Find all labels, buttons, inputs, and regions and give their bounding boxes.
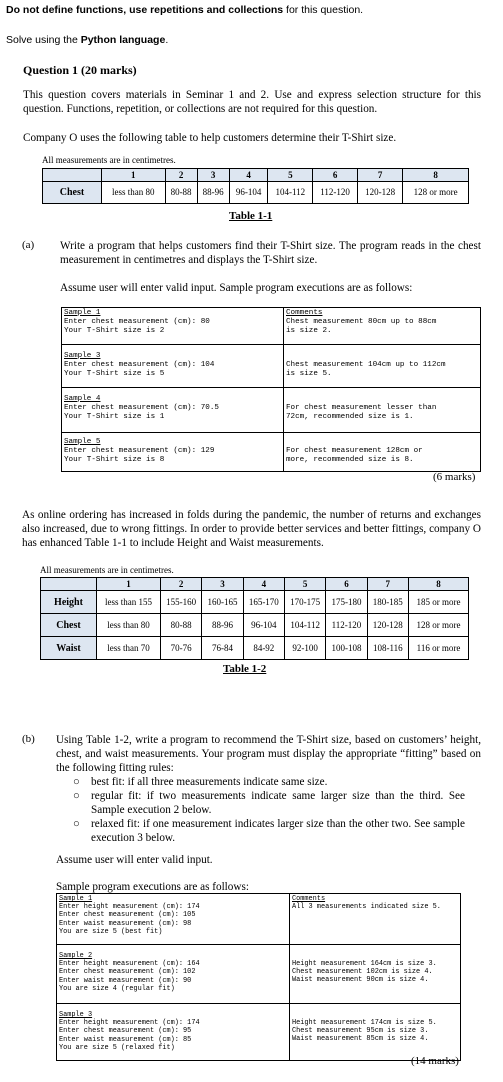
sample-line: You are size 5 (relaxed fit) xyxy=(59,1043,175,1052)
sample-line: You are size 4 (regular fit) xyxy=(59,984,175,993)
rule-text: best fit: if all three measurements indicate same size. xyxy=(91,776,328,788)
table2-cell: less than 70 xyxy=(97,637,161,660)
sample-b-3 xyxy=(57,1004,290,1061)
sample-title: Sample 1 xyxy=(59,895,93,903)
table2-row-label: Height xyxy=(41,591,97,614)
sample-line: Your T-Shirt size is 8 xyxy=(64,456,165,464)
table1-cell: 88-96 xyxy=(197,182,229,204)
sample-line: Your T-Shirt size is 2 xyxy=(64,327,165,335)
sample-line: Enter chest measurement (cm): 129 xyxy=(64,447,215,455)
comment-a-5 xyxy=(284,433,481,472)
language-bold: Python language xyxy=(80,34,166,46)
table1-caption: Table 1-1 xyxy=(229,210,273,222)
comment-a-3 xyxy=(284,345,481,388)
comments-title: Comments xyxy=(286,309,323,317)
table2-note: All measurements are in centimetres. xyxy=(40,565,174,575)
table2-cell: 104-112 xyxy=(284,614,325,637)
instruction-rest: for this question. xyxy=(283,4,364,16)
sample-title: Sample 3 xyxy=(59,1011,93,1019)
table1-size: 7 xyxy=(357,169,402,182)
sample-title: Sample 3 xyxy=(64,352,101,360)
table2-cell: 116 or more xyxy=(408,637,468,660)
table2-size: 3 xyxy=(202,578,243,591)
part-b-assume: Assume user will enter valid input. xyxy=(56,854,213,866)
sample-line: Enter waist measurement (cm): 90 xyxy=(59,976,192,985)
company-text: Company O uses the following table to help customers determine their T-Shirt size. xyxy=(23,132,397,144)
table2-cell: 180-185 xyxy=(367,591,408,614)
sample-line: Enter waist measurement (cm): 98 xyxy=(59,919,192,928)
sample-line: Enter chest measurement (cm): 70.5 xyxy=(64,404,219,412)
table1-row-label: Chest xyxy=(43,182,102,204)
rule-item xyxy=(73,775,465,789)
sample-a-5 xyxy=(62,433,284,472)
table2-cell: 96-104 xyxy=(243,614,284,637)
sample-line: You are size 5 (best fit) xyxy=(59,927,163,936)
table2-cell: 165-170 xyxy=(243,591,284,614)
rule-item xyxy=(73,817,465,845)
question-intro: This question covers materials in Seminar 1 and 2. Use and express selection structure for this question. Functions, repetition, or collections are not required for this question. xyxy=(23,89,481,115)
table1-size: 4 xyxy=(229,169,268,182)
comments-title: Comments xyxy=(292,895,326,903)
comment-text: Height measurement 174cm is size 5. Chest measurement 95cm is size 3. Waist measurement 85cm is size 4. xyxy=(292,1019,437,1044)
part-a-label: (a) xyxy=(22,239,35,251)
mid-paragraph: As online ordering has increased in folds during the pandemic, the number of returns and exchanges also increased, due to wrong fittings. In order to provide better services and better fittings, company O has enhanced Table 1-1 to include Height and Waist measurements. xyxy=(22,509,481,549)
part-b-samples xyxy=(56,893,461,1061)
part-a-assume: Assume user will enter valid input. Sample program executions are as follows: xyxy=(60,282,413,294)
comment-text: Height measurement 164cm is size 3. Chest measurement 102cm is size 4. Waist measurement 90cm is size 4. xyxy=(292,960,437,985)
sample-line: Your T-Shirt size is 1 xyxy=(64,413,165,421)
instruction-bold: Do not define functions, use repetitions and collections xyxy=(6,4,284,16)
table2-cell: 70-76 xyxy=(161,637,202,660)
comment-text: For chest measurement lesser than 72cm, recommended size is 1. xyxy=(286,404,437,421)
sample-title: Sample 5 xyxy=(64,438,101,446)
table2-size: 8 xyxy=(408,578,468,591)
table2-size: 5 xyxy=(284,578,325,591)
table1-size: 5 xyxy=(268,169,313,182)
part-a-text: Write a program that helps customers find their T-Shirt size. The program reads in the chest measurement in centimetres and displays the T-Shirt size. xyxy=(60,240,481,266)
part-b-marks: (14 marks) xyxy=(411,1055,459,1067)
fitting-rules xyxy=(73,775,465,845)
comment-text: Chest measurement 80cm up to 88cm is size 2. xyxy=(286,318,437,335)
table1-cell: 104-112 xyxy=(268,182,313,204)
rule-text: regular fit: if two measurements indicate same larger size than the third. See Sample execution 2 below. xyxy=(91,790,465,816)
table2-cell: 100-108 xyxy=(326,637,367,660)
table2-cell: 175-180 xyxy=(326,591,367,614)
table2-corner xyxy=(41,578,97,591)
sample-line: Enter height measurement (cm): 164 xyxy=(59,960,200,969)
table2-cell: 120-128 xyxy=(367,614,408,637)
comment-b-2 xyxy=(290,945,461,1004)
table1-cell: 112-120 xyxy=(313,182,358,204)
table1-size: 3 xyxy=(197,169,229,182)
part-a-samples xyxy=(61,307,481,472)
comment-a-4 xyxy=(284,388,481,433)
table2-cell: 112-120 xyxy=(326,614,367,637)
comment-b-1 xyxy=(290,894,461,945)
question-title: Question 1 (20 marks) xyxy=(23,63,137,77)
table2-cell: 170-175 xyxy=(284,591,325,614)
table1-corner xyxy=(43,169,102,182)
language-line xyxy=(6,34,168,46)
rule-text: relaxed fit: if one measurement indicates larger size than the other two. See sample execution 3 below. xyxy=(91,818,465,844)
part-b-samples-intro: Sample program executions are as follows: xyxy=(56,881,249,893)
rule-item xyxy=(73,789,465,817)
table2-cell: 155-160 xyxy=(161,591,202,614)
table1-cell: less than 80 xyxy=(102,182,166,204)
table1-size: 2 xyxy=(165,169,197,182)
bullet-icon: ○ xyxy=(73,818,80,830)
part-b-text: Using Table 1-2, write a program to recommend the T-Shirt size, based on customers’ height, chest, and waist measurements. Your program must display the appropriate “fitting” based on the following fitting rules: xyxy=(56,734,481,774)
sample-line: Enter chest measurement (cm): 95 xyxy=(59,1027,192,1036)
table2-cell: 185 or more xyxy=(408,591,468,614)
bullet-icon: ○ xyxy=(73,790,80,802)
sample-line: Enter chest measurement (cm): 80 xyxy=(64,318,210,326)
table2-row-label: Chest xyxy=(41,614,97,637)
sample-line: Enter chest measurement (cm): 104 xyxy=(64,361,215,369)
sample-a-1 xyxy=(62,308,284,345)
table2-cell: 92-100 xyxy=(284,637,325,660)
table2-cell: less than 155 xyxy=(97,591,161,614)
table2-cell: 88-96 xyxy=(202,614,243,637)
instruction-line xyxy=(6,4,363,16)
table2-cell: less than 80 xyxy=(97,614,161,637)
sample-line: Enter height measurement (cm): 174 xyxy=(59,1019,200,1028)
part-b-label: (b) xyxy=(22,733,35,745)
sample-a-4 xyxy=(62,388,284,433)
table2-size: 7 xyxy=(367,578,408,591)
table2-size: 6 xyxy=(326,578,367,591)
sample-title: Sample 1 xyxy=(64,309,101,317)
sample-line: Enter waist measurement (cm): 85 xyxy=(59,1035,192,1044)
comment-text: For chest measurement 128cm or more, recommended size is 8. xyxy=(286,447,423,464)
table1-note: All measurements are in centimetres. xyxy=(42,155,176,165)
language-suffix: . xyxy=(165,34,169,46)
sample-line: Your T-Shirt size is 5 xyxy=(64,370,165,378)
sample-line: Enter chest measurement (cm): 102 xyxy=(59,968,196,977)
sample-a-3 xyxy=(62,345,284,388)
table2-size: 2 xyxy=(161,578,202,591)
bullet-icon: ○ xyxy=(73,776,80,788)
table-1-2 xyxy=(40,577,469,660)
comment-text: All 3 measurements indicated size 5. xyxy=(292,903,441,912)
table1-cell: 80-88 xyxy=(165,182,197,204)
table1-size: 6 xyxy=(313,169,358,182)
table2-size: 1 xyxy=(97,578,161,591)
comment-a-1 xyxy=(284,308,481,345)
sample-title: Sample 4 xyxy=(64,395,101,403)
language-prefix: Solve using the xyxy=(6,34,81,46)
table2-cell: 80-88 xyxy=(161,614,202,637)
table2-cell: 128 or more xyxy=(408,614,468,637)
table2-row-label: Waist xyxy=(41,637,97,660)
table2-cell: 108-116 xyxy=(367,637,408,660)
part-a-marks: (6 marks) xyxy=(433,471,476,483)
table1-size: 8 xyxy=(403,169,469,182)
table1-cell: 120-128 xyxy=(357,182,402,204)
sample-line: Enter height measurement (cm): 174 xyxy=(59,903,200,912)
table2-cell: 84-92 xyxy=(243,637,284,660)
table-1-1 xyxy=(42,168,469,204)
table1-size: 1 xyxy=(102,169,166,182)
table2-cell: 160-165 xyxy=(202,591,243,614)
table2-size: 4 xyxy=(243,578,284,591)
table2-cell: 76-84 xyxy=(202,637,243,660)
table1-cell: 96-104 xyxy=(229,182,268,204)
table1-cell: 128 or more xyxy=(403,182,469,204)
comment-b-3 xyxy=(290,1004,461,1061)
comment-text: Chest measurement 104cm up to 112cm is size 5. xyxy=(286,361,446,378)
sample-title: Sample 2 xyxy=(59,952,93,960)
table2-caption: Table 1-2 xyxy=(223,663,267,675)
sample-line: Enter chest measurement (cm): 105 xyxy=(59,911,196,920)
sample-b-2 xyxy=(57,945,290,1004)
sample-b-1 xyxy=(57,894,290,945)
